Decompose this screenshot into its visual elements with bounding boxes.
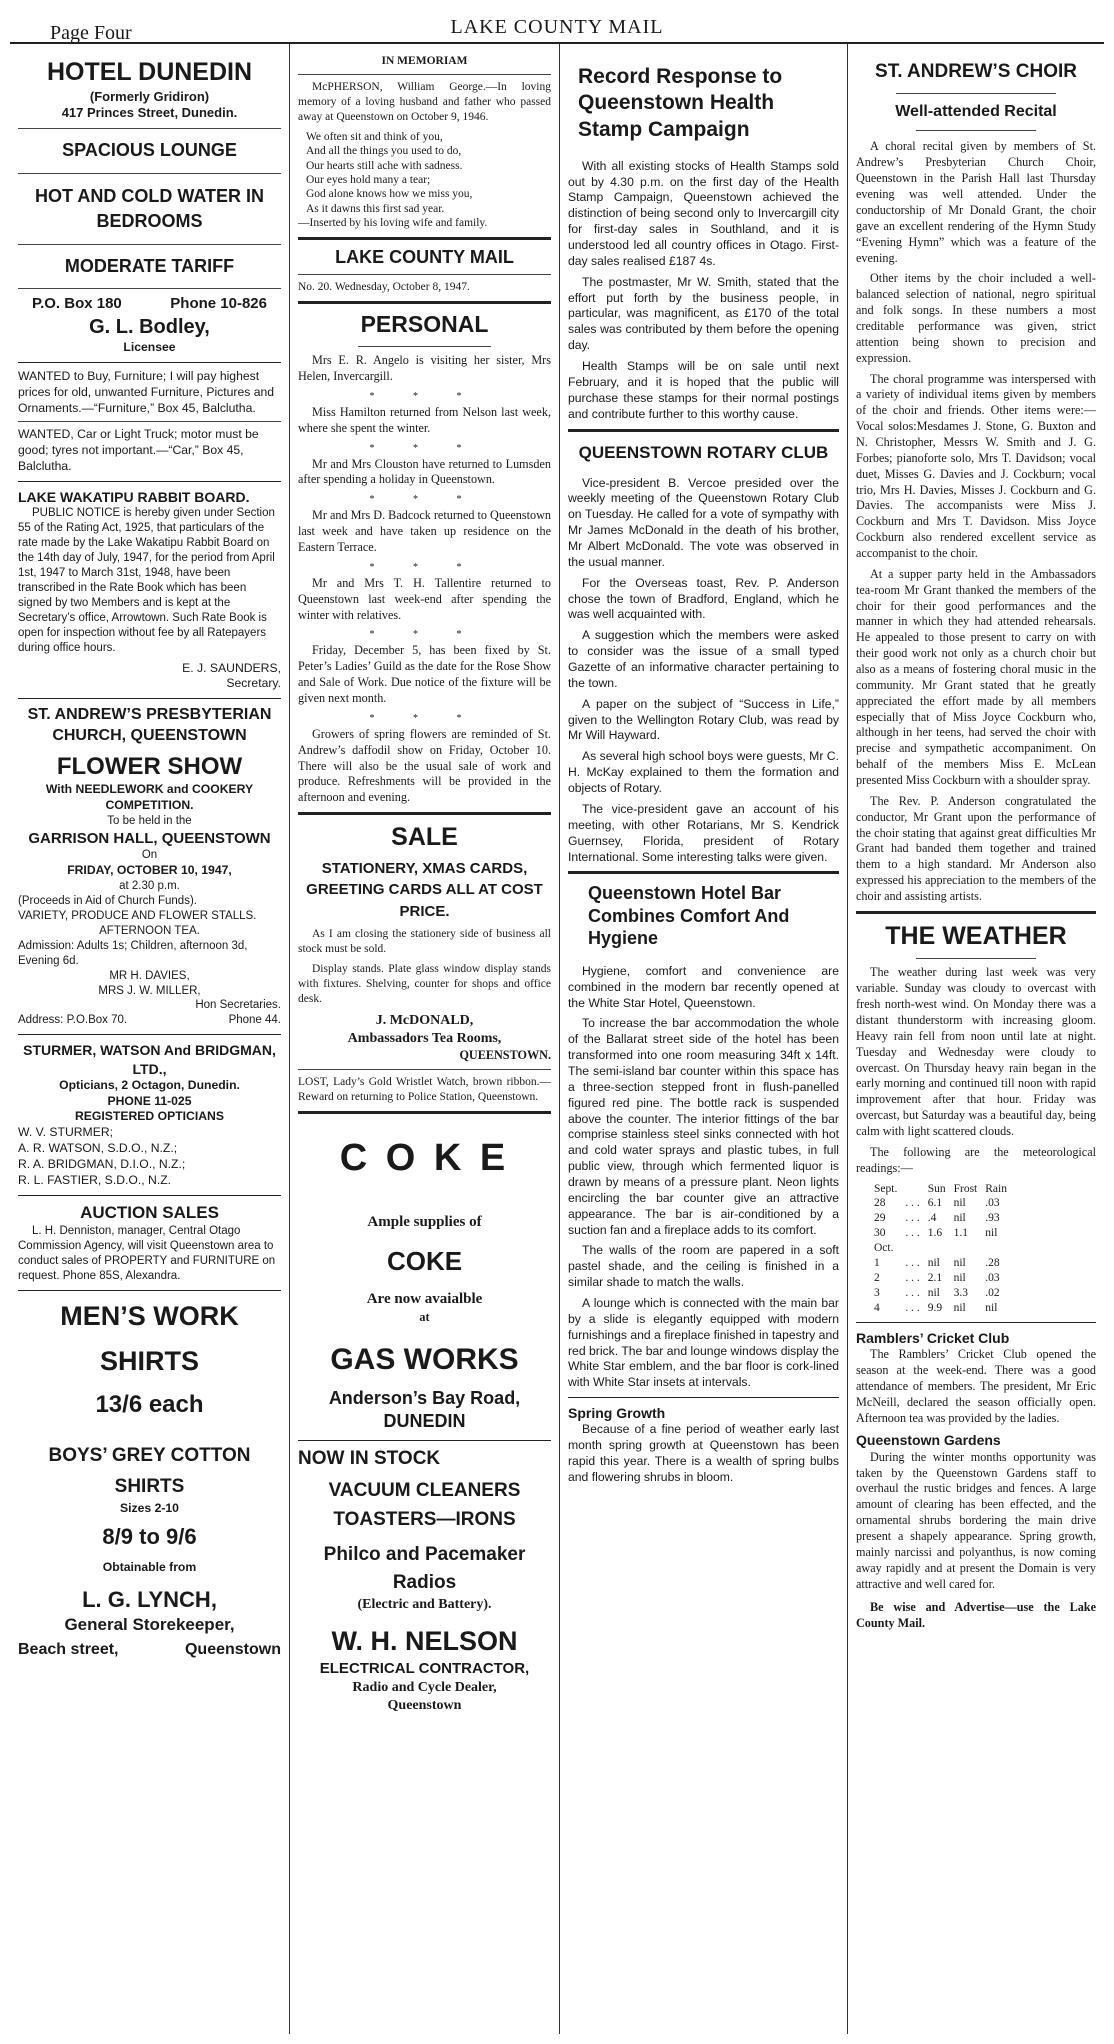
- weather-dots: . . .: [905, 1212, 920, 1225]
- divider: [18, 1290, 281, 1291]
- newspaper-title: LAKE COUNTY MAIL: [450, 16, 664, 38]
- health-stamp-headline: Record Response to Queenstown Health Stamp Campaign: [578, 65, 783, 141]
- column-3: [560, 44, 848, 2034]
- radios-line-2: Radios: [392, 1572, 457, 1594]
- flower-show-on: On: [141, 849, 158, 862]
- flower-show-time: at 2.30 p.m.: [119, 879, 180, 892]
- choir-paragraph: A choral recital given by members of St. Andrew’s Presbyterian Church Choir, Queenstown in the Parish Hall last Thursday evening was well attended. Under the conductorship of Mr Donald Grant, the choir gave an excellent rendering of the Hymn Study “Evening Hymn” which was a feature of the evening.: [856, 139, 1096, 265]
- weather-col-frost: Frost: [953, 1182, 978, 1195]
- optician-4: R. L. FASTIER, S.D.O., N.Z.: [18, 1172, 172, 1187]
- flower-show-address: Address: P.O.Box 70.: [18, 1014, 128, 1027]
- weather-frost: 3.3: [953, 1287, 968, 1300]
- radios-line-1: Philco and Pacemaker: [323, 1543, 526, 1565]
- personal-item: Growers of spring flowers are reminded of St. Andrew’s daffodil show on Friday, October 10. There will also be the usual sale of work and produce. Refreshments will be provided in the afternoon and evening.: [298, 726, 551, 805]
- weather-row: [874, 1271, 1015, 1286]
- lynch-town: Queenstown: [184, 1641, 281, 1659]
- auction-title: AUCTION SALES: [80, 1202, 219, 1222]
- weather-sun: 2.1: [927, 1272, 943, 1285]
- gas-address-1: Anderson’s Bay Road,: [328, 1387, 521, 1408]
- rabbit-board-role: Secretary.: [226, 676, 281, 691]
- flower-show-phone: Phone 44.: [228, 1014, 281, 1027]
- divider: [18, 128, 281, 129]
- flower-show-secretary-role: Hon Secretaries.: [195, 999, 281, 1012]
- rotary-headline: QUEENSTOWN ROTARY CLUB: [578, 442, 829, 462]
- ramblers-paragraph: The Ramblers’ Cricket Club opened the season at the week-end. There was a good attendance of members. The president, Mr Eric McNeill, declared the season officially open. Afternoon tea was provided by the ladies.: [856, 1347, 1096, 1425]
- sale-name: J. McDONALD,: [375, 1012, 474, 1028]
- optician-2: A. R. WATSON, S.D.O., N.Z.;: [18, 1141, 178, 1156]
- weather-dots: . . .: [905, 1197, 920, 1210]
- rotary-paragraph: As several high school boys were guests, Mr C. H. McKay explained to them the formation and objects of Rotary.: [568, 749, 839, 796]
- poem-line: We often sit and think of you,: [306, 130, 443, 143]
- health-paragraph: With all existing stocks of Health Stamps sold out by 4.30 p.m. on the first day of the Health Stamp Campaign, Queenstown achieved the distinction of being second only to Invercargill city for first-day sales in Southland, and it is understood led all country offices in Otago. First-day sales realised £187 4s.: [568, 158, 839, 268]
- weather-month-row: [874, 1241, 1015, 1256]
- divider: [298, 1111, 551, 1114]
- weather-frost: nil: [953, 1212, 966, 1225]
- hotel-bar-paragraph: A lounge which is connected with the main bar by a slide is elegantly equipped with modern furnishings and a fireplace finished in tapestry and red brick. The bar and lounge windows display the White Star emblem, and the bar floor is cork-lined with White Star insets at intervals.: [568, 1296, 839, 1390]
- separator-stars: * * *: [369, 442, 480, 454]
- divider: [18, 173, 281, 174]
- personal-item: Mr and Mrs D. Badcock returned to Queenstown last week and have taken up residence on the Eastern Terrace.: [298, 508, 551, 555]
- personal-item: Mrs E. R. Angelo is visiting her sister, Mrs Helen, Invercargill.: [298, 353, 551, 384]
- weather-sun: nil: [927, 1287, 940, 1300]
- rotary-paragraph: A suggestion which the members were asked to consider was the issue of a small typed Gazette of an informative character pertaining to the town.: [568, 628, 839, 690]
- hotel-tariff: MODERATE TARIFF: [64, 256, 235, 277]
- rotary-paragraph: A paper on the subject of “Success in Life,” given to the Wellington Rotary Club, was read by Mr Will Hayward.: [568, 696, 839, 743]
- shirts-line-2: SHIRTS: [99, 1345, 199, 1376]
- weather-day: 28: [874, 1197, 886, 1210]
- boys-shirts-line-2: SHIRTS: [114, 1475, 185, 1497]
- weather-dots: . . .: [905, 1287, 920, 1300]
- weather-row: [874, 1226, 1015, 1241]
- church-title: ST. ANDREW’S PRESBYTERIAN CHURCH, QUEENSTOWN: [27, 706, 272, 745]
- nelson-sub: Radio and Cycle Dealer,: [352, 1679, 497, 1695]
- poem-line: Our eyes hold many a tear;: [306, 173, 431, 186]
- lynch-street: Beach street,: [18, 1641, 119, 1659]
- coke-available: Are now avaialble: [366, 1291, 483, 1308]
- weather-day: 3: [874, 1287, 880, 1300]
- sale-subtitle: STATIONERY, XMAS CARDS, GREETING CARDS ALL AT COST PRICE.: [306, 859, 543, 921]
- page-number: Page Four: [50, 22, 132, 44]
- weather-row: [874, 1211, 1015, 1226]
- flower-show-venue: GARRISON HALL, QUEENSTOWN: [28, 829, 271, 847]
- divider: [856, 911, 1096, 914]
- weather-frost: nil: [953, 1272, 966, 1285]
- rabbit-board-title: LAKE WAKATIPU RABBIT BOARD.: [18, 488, 250, 505]
- separator-stars: * * *: [369, 629, 480, 641]
- rotary-paragraph: For the Overseas toast, Rev. P. Anderson chose the town of Bradford, England, which he was well acquainted with.: [568, 575, 839, 622]
- hotel-lounge: SPACIOUS LOUNGE: [62, 140, 237, 161]
- weather-rain: .03: [985, 1197, 1000, 1210]
- hotel-water: HOT AND COLD WATER IN BEDROOMS: [35, 185, 264, 231]
- sale-town: QUEENSTOWN.: [459, 1048, 551, 1063]
- coke-ample: Ample supplies of: [367, 1214, 482, 1231]
- choir-headline: ST. ANDREW’S CHOIR: [875, 61, 1077, 82]
- memoriam-poem: [298, 130, 551, 216]
- weather-row: [874, 1256, 1015, 1271]
- column-1: [10, 44, 290, 2034]
- weather-sun: 6.1: [927, 1197, 943, 1210]
- weather-col-sun: Sun: [927, 1182, 946, 1195]
- hotel-bar-paragraph: To increase the bar accommodation the whole of the Ballarat street side of the hotel has been transformed into one room measuring 34ft x 14ft. The semi-island bar counter within this space has a three-section stepped front in flush-panelled figured red pine. The bottle rack is suspended above the counter. The interior fittings of the bar comprise stainless steel sinks connected with hot and cold water sprays and plastic tubes, in full public view, through which fermented liquor is drawn by means of a pressure plant. Neon lights encircling the bar counter give an attractive appearance. The bar is air-conditioned by a suction fan and a fireplace adds to its comfort.: [568, 1016, 839, 1237]
- divider: [916, 958, 1036, 959]
- divider: [298, 74, 551, 75]
- hotel-bar-paragraph: The walls of the room are papered in a soft pastel shade, and the ceiling is finished in a similar shade to match the walls.: [568, 1243, 839, 1290]
- spring-paragraph: Because of a fine period of weather early last month spring growth at Queenstown has been rapid this year. There is a wealth of spring bulbs and flowering shrubs in bloom.: [568, 1422, 839, 1484]
- nelson-name: W. H. NELSON: [331, 1626, 518, 1657]
- shirts-line-1: MEN’S WORK: [60, 1300, 239, 1331]
- spring-headline: Spring Growth: [568, 1405, 666, 1422]
- weather-rain: nil: [985, 1227, 998, 1240]
- vacuum-cleaners: VACUUM CLEANERS: [328, 1480, 521, 1502]
- column-2: [290, 44, 560, 2034]
- memoriam-inserted: —Inserted by his loving wife and family.: [298, 217, 488, 229]
- flower-show-sub: With NEEDLEWORK and COOKERY COMPETITION.: [45, 782, 254, 812]
- flower-show-contact: [18, 1013, 281, 1028]
- nelson-role: ELECTRICAL CONTRACTOR,: [319, 1660, 530, 1678]
- sale-body-1: As I am closing the stationery side of business all stock must be sold.: [298, 927, 551, 955]
- poem-line: Our hearts still ache with sadness.: [306, 159, 463, 172]
- radios-line-3: (Electric and Battery).: [357, 1597, 492, 1613]
- personal-item: Friday, December 5, has been fixed by St. Peter’s Ladies’ Guild as the date for the Rose Show and Sale of Work. Due notice of the fixture will be given next month.: [298, 643, 551, 706]
- rabbit-board-signature: E. J. SAUNDERS,: [182, 660, 281, 675]
- optician-1: W. V. STURMER;: [18, 1125, 114, 1140]
- weather-frost: nil: [953, 1257, 966, 1270]
- weather-row: [874, 1301, 1015, 1316]
- divider: [896, 93, 1056, 94]
- hotel-box: P.O. Box 180: [32, 295, 122, 313]
- personal-item: Mr and Mrs Clouston have returned to Lumsden after spending a holiday in Queenstown.: [298, 456, 551, 487]
- lynch-address: [18, 1640, 281, 1661]
- divider: [298, 237, 551, 240]
- poem-line: God alone knows how we miss you,: [306, 188, 473, 201]
- obtainable-from: Obtainable from: [102, 1559, 197, 1574]
- weather-day: 30: [874, 1227, 886, 1240]
- opticians-title: STURMER, WATSON And BRIDGMAN, LTD.,: [23, 1042, 276, 1077]
- wanted-car: WANTED, Car or Light Truck; motor must be good; tyres not important.—“Car,” Box 45, Balclutha.: [18, 427, 259, 474]
- weather-table: [874, 1182, 1015, 1316]
- boys-shirts-sizes: Sizes 2-10: [120, 1501, 179, 1516]
- divider: [18, 698, 281, 699]
- separator-stars: * * *: [369, 390, 480, 402]
- divider: [18, 288, 281, 289]
- divider: [298, 1440, 551, 1441]
- weather-dots: . . .: [905, 1227, 920, 1240]
- flower-show-proceeds: (Proceeds in Aid of Church Funds).: [18, 894, 197, 907]
- divider: [18, 481, 281, 482]
- memoriam-title: IN MEMORIAM: [381, 55, 468, 67]
- divider: [856, 1322, 1096, 1323]
- column-4: [848, 44, 1104, 2034]
- auction-body: L. H. Denniston, manager, Central Otago Commission Agency, will visit Queenstown area to conduct sales of PROPERTY and FURNITURE on request. Phone 85S, Alexandra.: [18, 1224, 276, 1282]
- rabbit-board-notice: PUBLIC NOTICE is hereby given under Section 55 of the Rating Act, 1925, that particulars of the rate made by the Lake Wakatipu Rabbit Board on the 14th day of July, 1947, for the period from April 1st, 1947 to March 31st, 1948, have been transcribed in the Rate Book which has been signed by two Members and is kept at the Secretary’s office, Arrowtown. Such Rate Book is open for inspection without fee by all Ratepayers during office hours.: [18, 507, 275, 654]
- weather-rain: .28: [985, 1257, 1000, 1270]
- lynch-name: L. G. LYNCH,: [82, 1586, 217, 1612]
- poem-line: And all the things you used to do,: [306, 145, 462, 158]
- weather-month-oct: Oct.: [874, 1242, 894, 1255]
- hotel-address: 417 Princes Street, Dunedin.: [61, 105, 238, 121]
- flower-show-variety: VARIETY, PRODUCE AND FLOWER STALLS.: [18, 909, 257, 922]
- masthead-issue: No. 20. Wednesday, October 8, 1947.: [298, 281, 470, 294]
- sale-shop: Ambassadors Tea Rooms,: [347, 1030, 502, 1046]
- lost-notice: LOST, Lady’s Gold Wristlet Watch, brown ribbon.—Reward on returning to Police Station, Queenstown.: [298, 1075, 551, 1103]
- divider: [18, 421, 281, 422]
- health-paragraph: Health Stamps will be on sale until next February, and it is hoped that the public will purchase these stamps for their normal postings and contribute further to this worthy cause.: [568, 359, 839, 421]
- weather-paragraph: The following are the meteorological readings:—: [856, 1144, 1096, 1175]
- weather-day: 29: [874, 1212, 886, 1225]
- divider: [568, 429, 839, 432]
- weather-frost: nil: [953, 1302, 966, 1315]
- coke-at: at: [419, 1309, 430, 1324]
- weather-col-rain: Rain: [985, 1182, 1007, 1195]
- divider: [568, 871, 839, 874]
- toasters-irons: TOASTERS—IRONS: [333, 1508, 516, 1530]
- weather-table-header: [874, 1182, 1015, 1197]
- hotel-formerly: (Formerly Gridiron): [89, 88, 210, 104]
- rotary-paragraph: Vice-president B. Vercoe presided over the weekly meeting of the Queenstown Rotary Club on Tuesday. He called for a vote of sympathy with Mr James McDonald in the death of his brother, Mr Albert McDonald. The vote was observed in the usual manner.: [568, 475, 839, 569]
- personal-title: PERSONAL: [360, 311, 489, 338]
- hotel-phone: Phone 10-826: [170, 295, 267, 313]
- divider: [568, 1397, 839, 1398]
- weather-rain: .03: [985, 1272, 1000, 1285]
- gardens-paragraph: During the winter months opportunity was taken by the Queenstown Gardens staff to overhaul the rustic bridges and fences. A large amount of clearing has been effected, and the ornamental shrubs bordering the main drive present a shapely appearance. Spring growth, mainly narcissi and polyanthus, is now coming away rapidly and at present the Domain is very attractive and well cared for.: [856, 1449, 1096, 1591]
- hotel-contact: [18, 294, 281, 314]
- flower-show-secretary-2: MRS J. W. MILLER,: [98, 984, 201, 997]
- divider: [298, 274, 551, 275]
- flower-show-secretary-1: MR H. DAVIES,: [109, 969, 190, 982]
- divider: [298, 1069, 551, 1070]
- flower-show-held: To be held in the: [107, 814, 192, 827]
- coke-title: C O K E: [339, 1136, 510, 1179]
- gas-works: GAS WORKS: [330, 1342, 519, 1376]
- divider: [298, 301, 551, 304]
- page-header: [10, 8, 1104, 44]
- in-stock: NOW IN STOCK: [298, 1447, 441, 1469]
- weather-col-month: Sept.: [874, 1182, 898, 1195]
- separator-stars: * * *: [369, 712, 480, 724]
- ramblers-headline: Ramblers’ Cricket Club: [856, 1329, 1010, 1346]
- hotel-name: HOTEL DUNEDIN: [46, 58, 253, 86]
- divider: [18, 1034, 281, 1035]
- weather-rain: .93: [985, 1212, 1000, 1225]
- hotel-dunedin-ad: [18, 56, 281, 356]
- choir-paragraph: At a supper party held in the Ambassadors tea-room Mr Grant thanked the members of the choir for their good performances and the manner in which they had attended rehearsals. He appealed to those present to carry on with their good work not only as a church choir but also as a means of fostering choral music in the community. Mr Grant stated that he greatly appreciated the effort made by all members especially that of Miss Joyce Cockburn who, although in her teens, had served the choir with precise and sympathetic accompaniment. On behalf of the members Miss E. McLean presented Miss Cockburn with a shoulder spray.: [856, 566, 1096, 787]
- weather-sun: nil: [927, 1257, 940, 1270]
- divider: [916, 130, 1036, 131]
- separator-stars: * * *: [369, 561, 480, 573]
- coke-word: COKE: [386, 1245, 463, 1276]
- divider: [18, 362, 281, 363]
- hotel-licensee: Licensee: [123, 339, 176, 354]
- hotel-owner: G. L. Bodley,: [89, 315, 210, 338]
- hotel-bar-paragraph: Hygiene, comfort and convenience are combined in the modern bar recently opened at the White Star Hotel, Queenstown.: [568, 963, 839, 1010]
- divider: [18, 244, 281, 245]
- memoriam-body: McPHERSON, William George.—In loving memory of a loving husband and father who passed away at Queenstown on October 9, 1946.: [298, 80, 551, 123]
- masthead-title: LAKE COUNTY MAIL: [335, 246, 514, 267]
- rotary-paragraph: The vice-president gave an account of his meeting, with other Rotarians, Mr S. Kendrick Guernsey, Florida, president of Rotary International. Some interesting talks were given.: [568, 801, 839, 864]
- separator-stars: * * *: [369, 494, 480, 506]
- poem-line: As it dawns this first sad year.: [306, 202, 445, 215]
- hotel-bar-headline: Queenstown Hotel Bar Combines Comfort And Hygiene: [588, 883, 790, 949]
- sale-body-2: Display stands. Plate glass window display stands with fixtures. Shelving, counter for shops and office desk.: [298, 962, 551, 1005]
- weather-dots: . . .: [905, 1257, 920, 1270]
- weather-sun: 1.6: [927, 1227, 943, 1240]
- weather-rain: .02: [985, 1287, 1000, 1300]
- health-paragraph: The postmaster, Mr W. Smith, stated that the effort put forth by the business people, in particular, was magnificent, as £170 of the total sales was contributed by them before the opening day.: [568, 274, 839, 353]
- weather-rain: nil: [985, 1302, 998, 1315]
- choir-paragraph: The Rev. P. Anderson congratulated the conductor, Mr Grant upon the performance of the choir stating that against great difficulties Mr Grant had banded them together and trained them to a high standard. Mr Anderson also expressed his appreciation to the members of the choir and assisting artists.: [856, 793, 1096, 904]
- personal-item: Mr and Mrs T. H. Tallentire returned to Queenstown last week-end after spending the winter with relatives.: [298, 575, 551, 622]
- flower-show-title: FLOWER SHOW: [56, 752, 243, 780]
- choir-paragraph: The choral programme was interspersed with a variety of individual items given by members of the choir and friends. Other items were:—Vocal solos:Mesdames J. Stone, G. Buxton and N. Christopher, Messrs W. Smith and J. G. Forbes; pianoforte solo, Mrs T. Davidson; vocal duet, Misses G. Davies and J. Cockburn; vocal trio, Mrs H. Davies, Misses J. Cockburn and G. Davies. The accompanists were Miss J. Cockburn and Mrs T. Davidson. Miss Joyce Cockburn also rendered excellent service as accompanist to the choir.: [856, 371, 1096, 560]
- divider: [298, 812, 551, 815]
- opticians-sub: Opticians, 2 Octagon, Dunedin.: [59, 1077, 240, 1092]
- weather-row: [874, 1196, 1015, 1211]
- personal-item: Miss Hamilton returned from Nelson last week, where she spent the winter.: [298, 404, 551, 435]
- weather-day: 1: [874, 1257, 880, 1270]
- opticians-phone: PHONE 11-025: [107, 1093, 192, 1108]
- opticians-registered: REGISTERED OPTICIANS: [75, 1109, 224, 1124]
- nelson-town: Queenstown: [387, 1697, 462, 1713]
- flower-show-date: FRIDAY, OCTOBER 10, 1947,: [67, 863, 232, 878]
- choir-paragraph: Other items by the choir included a well-balanced selection of national, negro spiritual and folk songs. In these numbers a most creditable performance was given, strict attention being shown to precision and expression.: [856, 271, 1096, 365]
- optician-3: R. A. BRIDGMAN, D.I.O., N.Z.;: [18, 1157, 186, 1172]
- weather-frost: 1.1: [953, 1227, 968, 1240]
- advertise-slogan: Be wise and Advertise—use the Lake County Mail.: [856, 1600, 1096, 1631]
- gardens-headline: Queenstown Gardens: [856, 1432, 1001, 1449]
- weather-sun: .4: [927, 1212, 937, 1225]
- weather-sun: 9.9: [927, 1302, 943, 1315]
- choir-subheadline: Well-attended Recital: [895, 102, 1057, 120]
- weather-row: [874, 1286, 1015, 1301]
- weather-day: 2: [874, 1272, 880, 1285]
- columns: [10, 44, 1104, 2034]
- weather-dots: . . .: [905, 1302, 920, 1315]
- boys-shirts-price: 8/9 to 9/6: [102, 1524, 197, 1550]
- flower-show-tea: AFTERNOON TEA.: [99, 924, 200, 937]
- gas-address-2: DUNEDIN: [383, 1411, 466, 1432]
- lynch-role: General Storekeeper,: [64, 1615, 235, 1635]
- sale-title: SALE: [391, 823, 458, 852]
- flower-show-admission: Admission: Adults 1s; Children, afternoon 3d, Evening 6d.: [18, 939, 248, 967]
- weather-frost: nil: [953, 1197, 966, 1210]
- wanted-furniture: WANTED to Buy, Furniture; I will pay highest prices for old, unwanted Furniture, Pictures and Ornaments.—“Furniture,” Box 45, Balclutha.: [18, 368, 275, 415]
- shirts-price: 13/6 each: [95, 1390, 204, 1418]
- weather-dots: . . .: [905, 1272, 920, 1285]
- weather-paragraph: The weather during last week was very variable. Sunday was cloudy to overcast with fresh north-west wind. On Monday there was a distant thunderstorm with increasing gloom. Heavy rain fell from noon until late at night. Tuesday and Wednesday were cloudy to overcast. On Thursday heavy rain began in the early morning and continued till noon with rapid improvement after that hour. Friday was overcast, but Saturday was a beautiful day, being calm with light scattered clouds.: [856, 965, 1096, 1138]
- divider: [358, 346, 491, 347]
- weather-day: 4: [874, 1302, 880, 1315]
- divider: [18, 1195, 281, 1196]
- weather-headline: THE WEATHER: [885, 921, 1067, 950]
- boys-shirts-line-1: BOYS’ GREY COTTON: [48, 1444, 251, 1466]
